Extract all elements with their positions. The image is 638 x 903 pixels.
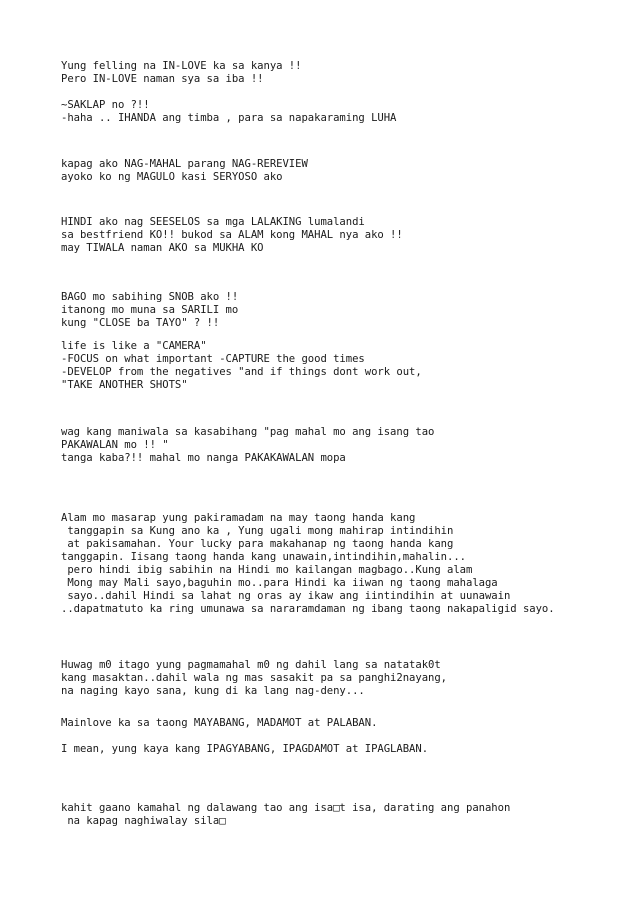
text-line: tanga kaba?!! mahal mo nanga PAKAKAWALAN mopa — [61, 452, 346, 464]
text-line: ..dapatmatuto ka ring umunawa sa nararamdaman ng ibang taong nakapaligid sayo. — [61, 603, 555, 615]
text-line: Yung felling na IN-LOVE ka sa kanya !! — [61, 60, 302, 72]
text-line: -FOCUS on what important -CAPTURE the good times — [61, 353, 365, 365]
text-line: "TAKE ANOTHER SHOTS" — [61, 379, 188, 391]
text-line: -DEVELOP from the negatives "and if things dont work out, — [61, 366, 422, 378]
text-line: kang masaktan..dahil wala ng mas sasakit pa sa panghi2nayang, — [61, 672, 448, 684]
text-line: kahit gaano kamahal ng dalawang tao ang isa□t isa, darating ang panahon — [61, 802, 511, 814]
text-line: PAKAWALAN mo !! " — [61, 439, 169, 451]
text-line: na kapag naghiwalay sila□ — [61, 815, 226, 827]
text-line: tanggapin sa Kung ano ka , Yung ugali mong mahirap intindihin — [61, 525, 454, 537]
text-line: ayoko ko ng MAGULO kasi SERYOSO ako — [61, 171, 283, 183]
text-line: Pero IN-LOVE naman sya sa iba !! — [61, 73, 264, 85]
text-line: life is like a "CAMERA" — [61, 340, 207, 352]
text-line: at pakisamahan. Your lucky para makahanap ng taong handa kang — [61, 538, 454, 550]
text-line: ~SAKLAP no ?!! — [61, 99, 150, 111]
text-line: na naging kayo sana, kung di ka lang nag-deny... — [61, 685, 365, 697]
text-line: Alam mo masarap yung pakiramadam na may taong handa kang — [61, 512, 416, 524]
text-line: sayo..dahil Hindi sa lahat ng oras ay ikaw ang iintindihin at uunawain — [61, 590, 511, 602]
text-line: HINDI ako nag SEESELOS sa mga LALAKING lumalandi — [61, 216, 365, 228]
text-line: Mainlove ka sa taong MAYABANG, MADAMOT at PALABAN. — [61, 717, 378, 729]
text-line: tanggapin. Iisang taong handa kang unawain,intindihin,mahalin... — [61, 551, 466, 563]
text-line: pero hindi ibig sabihin na Hindi mo kailangan magbago..Kung alam — [61, 564, 473, 576]
text-line: -haha .. IHANDA ang timba , para sa napakaraming LUHA — [61, 112, 397, 124]
text-line: BAGO mo sabihing SNOB ako !! — [61, 291, 239, 303]
text-line: sa bestfriend KO!! bukod sa ALAM kong MAHAL nya ako !! — [61, 229, 403, 241]
text-line: kapag ako NAG-MAHAL parang NAG-REREVIEW — [61, 158, 308, 170]
text-line: Huwag m0 itago yung pagmamahal m0 ng dahil lang sa natatak0t — [61, 659, 441, 671]
text-line: Mong may Mali sayo,baguhin mo..para Hindi ka iiwan ng taong mahalaga — [61, 577, 498, 589]
text-line: kung "CLOSE ba TAYO" ? !! — [61, 317, 220, 329]
text-line: itanong mo muna sa SARILI mo — [61, 304, 239, 316]
text-line: wag kang maniwala sa kasabihang "pag mahal mo ang isang tao — [61, 426, 435, 438]
text-line: may TIWALA naman AKO sa MUKHA KO — [61, 242, 264, 254]
text-line: I mean, yung kaya kang IPAGYABANG, IPAGDAMOT at IPAGLABAN. — [61, 743, 429, 755]
